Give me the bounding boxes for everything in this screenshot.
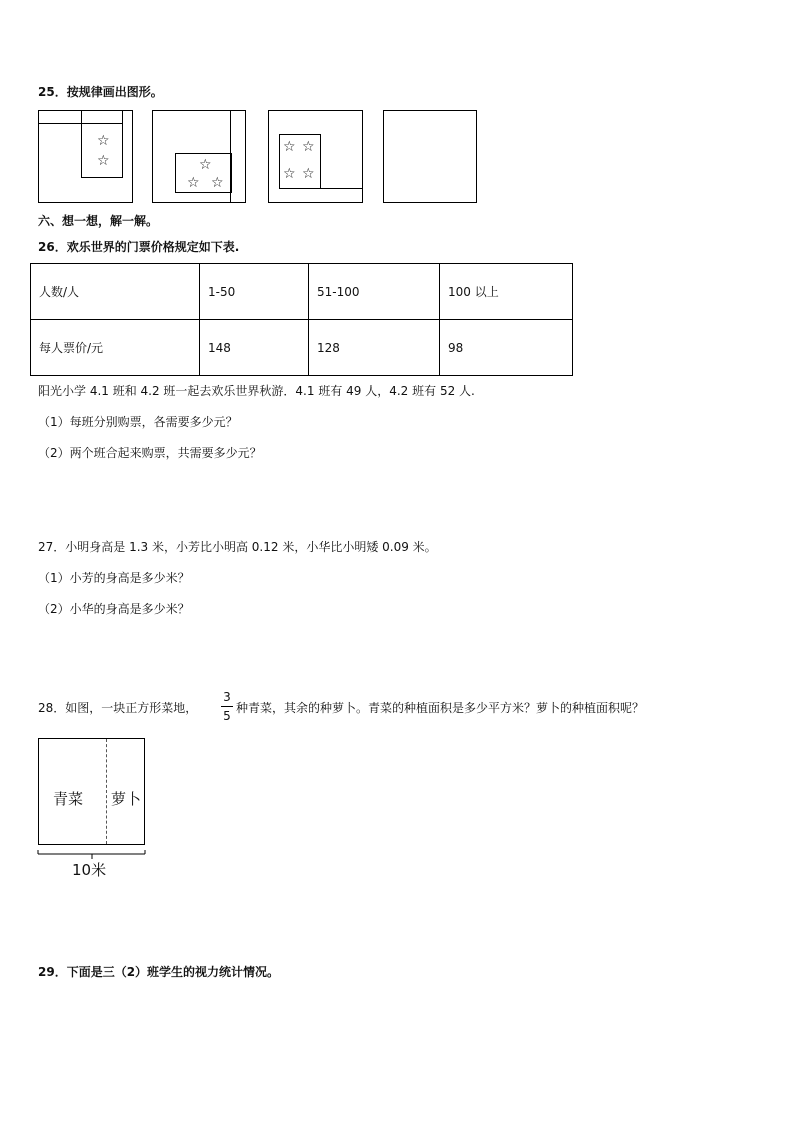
- star-icon: ☆: [283, 139, 296, 155]
- fraction: [220, 690, 234, 723]
- star-icon: ☆: [211, 175, 224, 191]
- label-luobo: 萝卜: [111, 790, 142, 808]
- fraction-numerator: 3: [223, 690, 231, 704]
- label-qingcai: 青菜: [53, 790, 84, 808]
- fraction-bar: [221, 706, 233, 707]
- dimension-bracket: [36, 848, 148, 860]
- divider-line: [106, 739, 107, 844]
- question-25: 25．按规律画出图形。: [38, 85, 163, 99]
- section-heading: 六、想一想，解一解。: [38, 214, 159, 228]
- pattern-figure-2: [152, 110, 246, 203]
- table-cell: 1-50: [200, 264, 309, 320]
- table-cell: 128: [309, 320, 440, 376]
- question-26-info: 阳光小学 4.1 班和 4.2 班一起去欢乐世界秋游．4.1 班有 49 人，4.2 班有 52 人.: [38, 384, 475, 398]
- table-row: [31, 264, 573, 320]
- table-cell: 98: [440, 320, 573, 376]
- pattern-figure-1: [38, 110, 133, 203]
- inner-line: [320, 188, 363, 189]
- vegetable-plot-figure: [38, 738, 145, 845]
- question-28-prefix: 28．如图，一块正方形菜地，: [38, 701, 198, 715]
- star-icon: ☆: [97, 153, 110, 169]
- star-icon: ☆: [283, 166, 296, 182]
- question-27-sub2: （2）小华的身高是多少米？: [38, 602, 190, 616]
- star-icon: ☆: [302, 166, 315, 182]
- star-icon: ☆: [187, 175, 200, 191]
- table-cell: 100 以上: [440, 264, 573, 320]
- table-cell: 148: [200, 320, 309, 376]
- question-26: 26．欢乐世界的门票价格规定如下表.: [38, 240, 240, 254]
- table-cell: 51-100: [309, 264, 440, 320]
- question-27-sub1: （1）小芳的身高是多少米？: [38, 571, 190, 585]
- question-26-sub1: （1）每班分别购票，各需要多少元？: [38, 415, 238, 429]
- star-icon: ☆: [302, 139, 315, 155]
- fraction-denominator: 5: [223, 709, 231, 723]
- dimension-label: 10米: [72, 861, 107, 879]
- pattern-figure-3: [268, 110, 363, 203]
- star-icon: ☆: [97, 133, 110, 149]
- table-cell: 每人票价/元: [31, 320, 200, 376]
- ticket-price-table: [30, 263, 573, 376]
- question-26-sub2: （2）两个班合起来购票，共需要多少元？: [38, 446, 262, 460]
- pattern-answer-box[interactable]: [383, 110, 477, 203]
- inner-line: [38, 110, 122, 124]
- table-cell: 人数/人: [31, 264, 200, 320]
- star-icon: ☆: [199, 157, 212, 173]
- question-28-suffix: 种青菜，其余的种萝卜。青菜的种植面积是多少平方米？萝卜的种植面积呢？: [236, 701, 645, 715]
- question-27: 27．小明身高是 1.3 米，小芳比小明高 0.12 米，小华比小明矮 0.09 米。: [38, 540, 437, 554]
- question-29: 29．下面是三（2）班学生的视力统计情况。: [38, 965, 280, 979]
- table-row: [31, 320, 573, 376]
